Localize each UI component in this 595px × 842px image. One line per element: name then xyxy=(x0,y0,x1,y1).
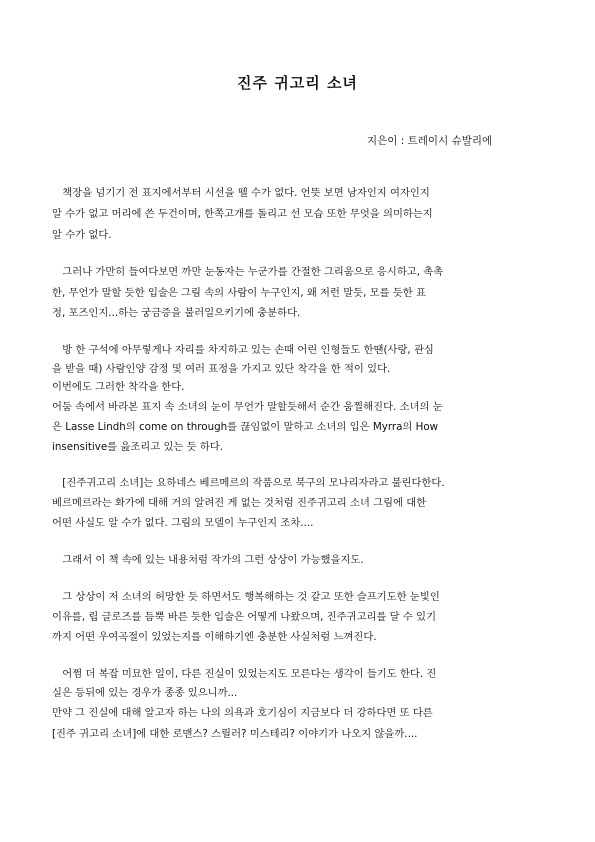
paragraph-line: 까지 어떤 우여곡절이 있었는지를 이해하기엔 충분한 사실처럼 느껴진다. xyxy=(52,631,377,643)
document-title: 진주 귀고리 소녀 xyxy=(237,74,358,92)
paragraph-line: 알 수가 없고 머리에 쓴 두건이며, 한쪽고개를 돌리고 선 모습 또한 무엇을 의미하는지 xyxy=(52,208,433,220)
paragraph-line: 알 수가 없다. xyxy=(52,229,112,241)
paragraph-line: 어떤 사실도 알 수가 없다. 그림의 모델이 누구인지 조차.... xyxy=(52,517,314,529)
paragraph-line: 한, 무언가 말할 듯한 입술은 그림 속의 사람이 누구인지, 왜 저런 말듯, 모를 듯한 표 xyxy=(52,287,426,299)
paragraph-line: 방 한 구석에 아무렇게나 자리를 차지하고 있는 손때 어린 인형들도 한땐(사랑, 관심 xyxy=(52,344,434,356)
paragraph-line: 어쩜 더 복잡 미묘한 일이, 다른 진실이 있었는지도 모른다는 생각이 들기도 한다. 진 xyxy=(52,668,437,680)
paragraph-line: [진주 귀고리 소녀]에 대한 로맨스? 스릴러? 미스테리? 이야기가 나오지 않을까.... xyxy=(52,728,418,740)
paragraph-line: 정, 포즈인지...하는 궁금증을 불러일으키기에 충분하다. xyxy=(52,307,301,319)
paragraph-line: 책장을 넘기기 전 표지에서부터 시선을 뗄 수가 없다. 언뜻 보면 남자인지 여자인지 xyxy=(52,187,430,199)
paragraph-line: 은 Lasse Lindh의 come on through를 끊임없이 말하고 소녀의 입은 Myrra의 How xyxy=(52,421,439,433)
paragraph-line: insensitive를 읊조리고 있는 듯 하다. xyxy=(52,441,223,453)
paragraph-line: 그 상상이 저 소녀의 허망한 듯 하면서도 행복해하는 것 같고 또한 슬프기도한 눈빛인 xyxy=(52,591,440,603)
paragraph-line: 그러나 가만히 들여다보면 까만 눈동자는 누군가를 간절한 그리움으로 응시하고, 촉촉 xyxy=(52,266,444,278)
paragraph-line: [진주귀고리 소녀]는 요하네스 베르메르의 작품으로 북구의 모나리자라고 불린다한다. xyxy=(52,477,445,489)
paragraph-line: 어둠 속에서 바라본 표지 속 소녀의 눈이 무언가 말할듯해서 순간 움찔해진다. 소녀의 눈 xyxy=(52,401,443,413)
paragraph-line: 이유를, 립 글로즈를 듬뿍 바른 듯한 입술은 어떻게 나왔으며, 진주귀고리를 달 수 있기 xyxy=(52,611,437,623)
paragraph-line: 만약 그 진실에 대해 알고자 하는 나의 의욕과 호기심이 지금보다 더 강하다면 또 다른 xyxy=(52,707,433,719)
paragraph-line: 을 받을 때) 사람인양 감정 및 여러 표정을 가지고 있단 착각을 한 적이 있다. xyxy=(52,363,391,375)
paragraph-line: 베르메르라는 화가에 대해 거의 알려진 게 없는 것처럼 진주귀고리 소녀 그림에 대한 xyxy=(52,497,427,509)
paragraph-line: 실은 등뒤에 있는 경우가 종종 있으니까... xyxy=(52,687,238,699)
paragraph-line: 이번에도 그러한 착각을 한다. xyxy=(52,381,185,393)
document-author: 지은이 : 트레이시 슈발리에 xyxy=(367,135,493,147)
paragraph-line: 그래서 이 책 속에 있는 내용처럼 작가의 그런 상상이 가능했을지도. xyxy=(52,554,364,566)
